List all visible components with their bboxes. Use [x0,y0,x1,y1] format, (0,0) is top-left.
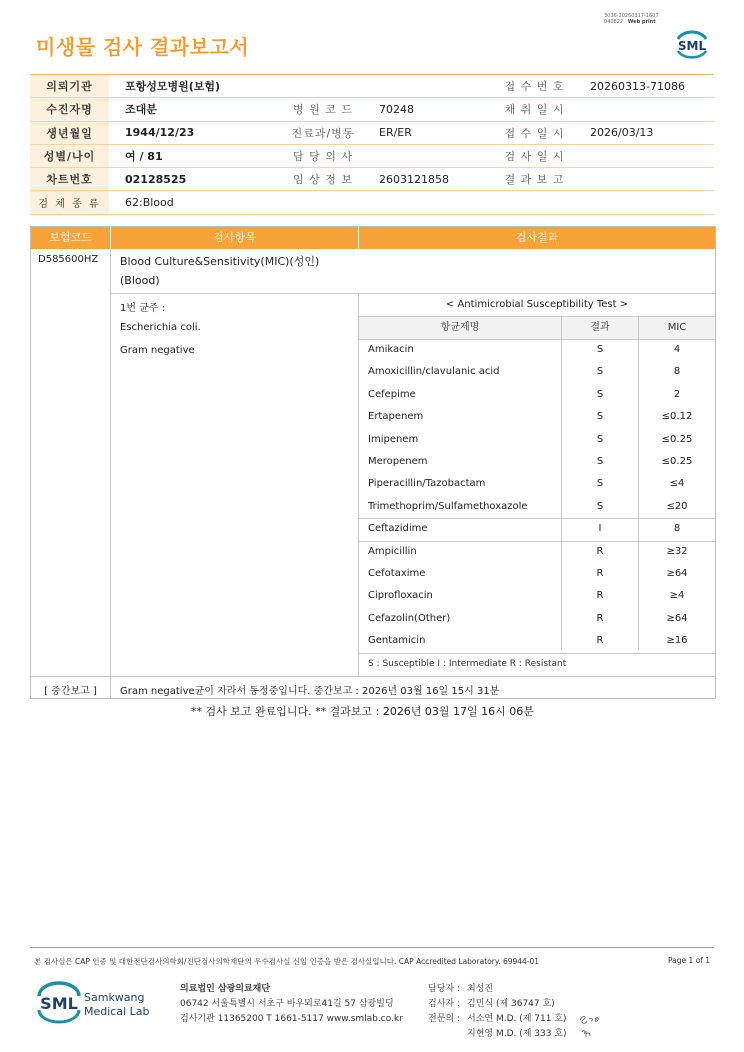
ast-mic: ≥4 [669,590,685,602]
info-label: 성별/나이 [30,144,109,167]
info-label: 접 수 일 시 [495,121,574,144]
header-result: 검사결과 [359,227,715,249]
ast-drug: Ceftazidime [368,523,428,535]
ast-mic: ≤0.12 [661,411,693,423]
info-label [283,75,363,98]
info-value: 1944/12/23 [109,121,283,144]
staff-name: 김민식 (제 36747 호) [467,999,555,1009]
ast-result: S [596,344,604,355]
info-value: 포항성모병원(보험) [109,75,283,98]
info-value: 02128525 [109,168,283,191]
info-value [574,98,714,121]
print-code-line2: 040822 [604,19,624,25]
ast-result: R [596,545,604,557]
ast-drug: Amikacin [368,344,414,355]
info-value: 조대분 [109,98,283,121]
ast-mic: 2 [673,388,681,400]
test-name: Blood Culture&Sensitivity(MIC)(성인) [120,255,320,268]
patient-info-row [30,75,714,98]
info-label: 담 당 의 사 [283,144,363,167]
ast-mic: ≤4 [669,478,685,490]
interim-text: Gram negative균이 자라서 동정중입니다. 중간보고 : 2026년 03월 16일 15시 31분 [120,686,500,697]
ast-drug: Trimethoprim/Sulfamethoxazole [368,500,528,512]
specimen-label: 검 체 종 류 [30,191,109,214]
logo-text: SML [677,39,707,53]
info-value [363,144,495,167]
ast-drug: Cefazolin(Other) [368,612,451,624]
info-value: 70248 [363,98,495,121]
ast-result: S [596,411,604,423]
info-label: 검 사 일 시 [495,144,574,167]
ast-mic: ≤0.25 [661,456,693,467]
header-item: 검사항목 [111,227,358,249]
patient-info-row [30,168,714,191]
specimen-value: 62:Blood [109,191,714,214]
ast-mic: ≥64 [666,612,688,624]
org-contact: 검사기관 11365200 T 1661-5117 www.smlab.co.kr [180,1014,403,1024]
ast-header-mic: MIC [639,317,715,339]
ast-result: I [598,523,602,535]
org-name: 의료법인 삼광의료재단 [180,984,271,994]
info-label: 채 취 일 시 [495,98,574,121]
footer-logo-text: SML [40,994,78,1013]
ast-drug: Ciprofloxacin [368,590,433,602]
ast-result: S [596,388,604,400]
staff-name: 지현영 M.D. (제 333 호) [467,1029,567,1039]
ast-legend: S : Susceptible I : Intermediate R : Resistant [368,658,567,669]
staff-role: 전문의 : [428,1014,460,1024]
ast-mic: ≥16 [666,635,688,647]
patient-info-row [30,121,714,144]
info-label: 병 원 코 드 [283,98,363,121]
interim-label: [ 중간보고 ] [44,686,97,697]
info-value: 2026/03/13 [574,121,714,144]
ast-title: < Antimicrobial Susceptibility Test > [445,299,629,310]
header-code: 보험코드 [31,227,110,249]
organism-label: 1번 균주 : [120,303,166,314]
staff-name: 서소연 M.D. (제 711 호) [467,1014,567,1024]
specimen-row [30,191,714,214]
ast-drug: Ampicillin [368,545,417,557]
info-value [363,75,495,98]
logo-line1: Samkwang [84,991,145,1004]
info-value: ER/ER [363,121,495,144]
ast-result: R [596,635,604,647]
ast-mic: ≥32 [666,545,688,557]
print-code-line1: 3036-20260317-1607 [604,13,659,19]
samkwang-logo-icon [36,980,156,1026]
org-address: 06742 서울특별시 서초구 바우뫼로41길 57 삼광빌딩 [180,999,394,1009]
ast-result: S [596,500,604,512]
ast-drug: Amoxicillin/clavulanic acid [368,366,500,378]
patient-info-row [30,98,714,121]
info-value [574,168,714,191]
accreditation-note: 본 검사실은 CAP 인증 및 대한진단검사의학회/진단검사의학재단의 우수검사실 신임 인증을 받은 검사실입니다. CAP Accredited Laboratory. 69944-01 [34,957,540,966]
header-sep [358,227,359,249]
result-table [30,226,716,699]
organism-name: Escherichia coli. [120,322,201,333]
info-label: 임 상 정 보 [283,168,363,191]
ast-result: S [596,433,604,445]
logo-line2: Medical Lab [84,1005,150,1018]
ast-drug: Imipenem [368,433,419,445]
final-report-text: ** 검사 보고 완료입니다. ** 결과보고 : 2026년 03월 17일 16시 06분 [191,705,534,718]
signature-icon [576,1010,610,1040]
col-separator [358,293,359,676]
ast-result: S [596,366,604,378]
page-number: Page 1 of 1 [668,956,711,965]
row-separator [110,293,715,294]
ast-drug: Ertapenem [368,411,424,423]
sml-logo-icon [672,27,712,61]
ast-mic: 4 [673,344,681,355]
footer-divider [30,947,714,948]
row-separator [31,676,715,677]
ast-header-result: 결과 [562,317,638,339]
ast-line [359,653,715,654]
ast-mic: 8 [673,523,681,535]
ast-result: S [596,478,604,490]
info-label: 의뢰기관 [30,75,109,98]
info-label: 접 수 번 호 [495,75,574,98]
ast-result: R [596,568,604,579]
staff-role: 담당자 : [428,984,460,994]
ast-drug: Piperacillin/Tazobactam [368,478,486,490]
print-code [604,13,659,25]
gram-stain: Gram negative [120,345,195,356]
ast-result: S [596,456,604,467]
info-label: 수진자명 [30,98,109,121]
ast-result: R [596,590,604,602]
patient-info-table [30,75,714,215]
ast-mic: 8 [673,366,681,378]
info-value: 여 / 81 [109,144,283,167]
info-label: 차트번호 [30,168,109,191]
info-label: 진료과/병동 [283,121,363,144]
staff-name: 최성진 [467,984,494,994]
info-value [574,144,714,167]
staff-role: 검사자 : [428,999,460,1009]
info-label: 생년월일 [30,121,109,144]
info-value: 2603121858 [363,168,495,191]
ast-mic: ≥64 [666,568,688,579]
ast-drug: Cefepime [368,388,416,400]
patient-info-row [30,144,714,167]
ast-drug: Gentamicin [368,635,426,647]
ast-header-drug: 항균제명 [359,317,561,339]
ast-mic: ≤20 [666,500,688,512]
ast-drug: Cefotaxime [368,568,426,579]
ast-result: R [596,612,604,624]
insurance-code: D585600HZ [38,254,99,265]
info-label: 결 과 보 고 [495,168,574,191]
print-mode: Web print [627,19,656,25]
ast-drug: Meropenem [368,456,428,467]
ast-mic: ≤0.25 [661,433,693,445]
test-specimen: (Blood) [120,274,160,287]
report-title: 미생물 검사 결과보고서 [36,35,250,59]
header-sep [110,227,111,249]
info-value: 20260313-71086 [574,75,714,98]
col-separator [110,249,111,698]
